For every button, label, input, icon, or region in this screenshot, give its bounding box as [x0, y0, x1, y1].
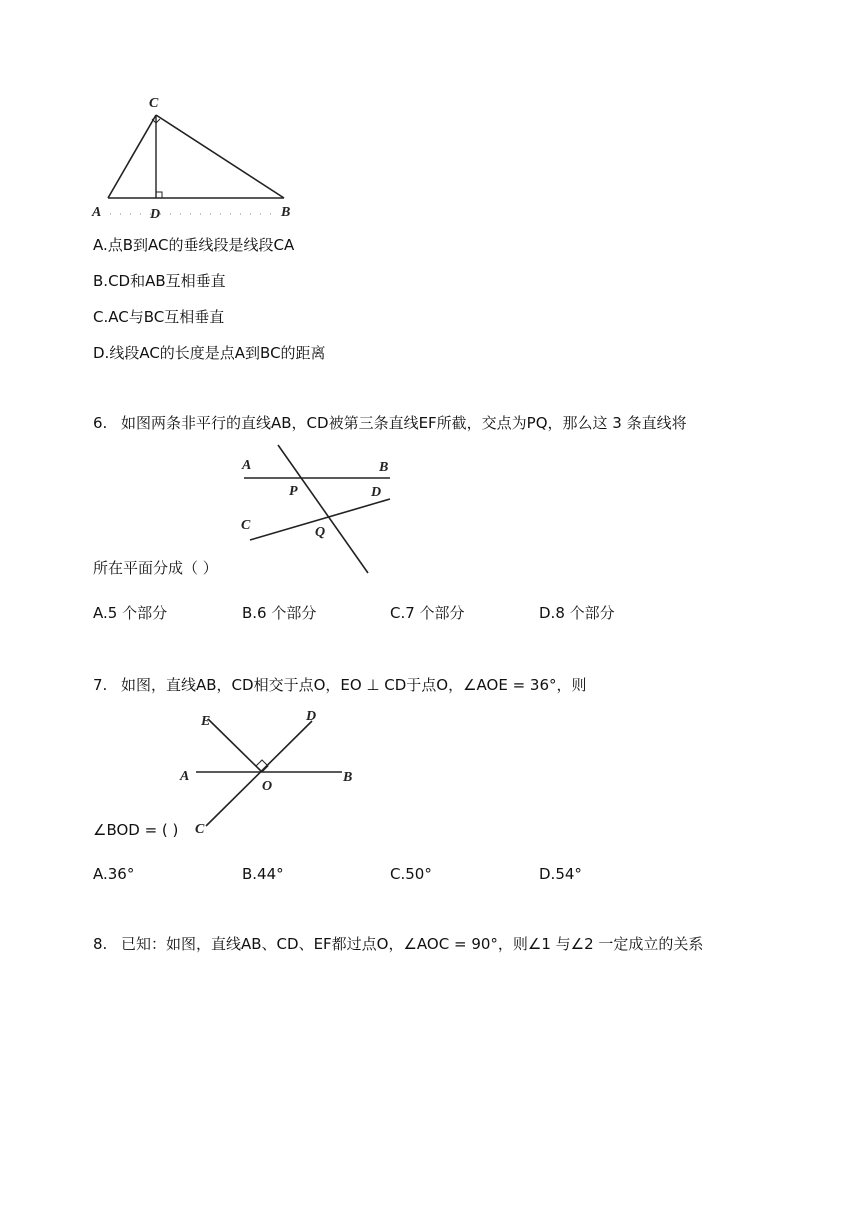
q7-label-D: D: [306, 709, 317, 724]
q5-label-D: D: [150, 207, 161, 222]
q7-number: 7.: [93, 676, 108, 694]
q8-number: 8.: [93, 935, 108, 953]
q7-stem: 7. 如图，直线AB，CD相交于点O，EO ⊥ CD于点O，∠AOE = 36°，则: [93, 676, 587, 694]
q7-option-b: B.44°: [242, 865, 284, 883]
q5-option-d: D.线段AC的长度是点A到BC的距离: [93, 344, 326, 362]
q6-label-D: D: [371, 485, 382, 500]
q7-label-O: O: [262, 779, 273, 794]
q7-option-d: D.54°: [539, 865, 582, 883]
q6-figure: [232, 440, 402, 580]
q6-stem-tail: 所在平面分成（ ）: [93, 559, 218, 577]
q6-option-b: B.6 个部分: [242, 604, 317, 622]
q6-number: 6.: [93, 414, 108, 432]
q7-label-B: B: [343, 770, 353, 785]
q5-label-A: A: [92, 205, 102, 220]
q6-label-C: C: [241, 518, 251, 533]
q7-label-E: E: [201, 714, 211, 729]
q7-option-a: A.36°: [93, 865, 135, 883]
q6-label-Q: Q: [315, 525, 326, 540]
q6-option-c: C.7 个部分: [390, 604, 465, 622]
q5-option-b: B.CD和AB互相垂直: [93, 272, 226, 290]
q5-label-B: B: [281, 205, 291, 220]
q6-label-B: B: [379, 460, 389, 475]
q7-figure: [176, 702, 366, 842]
q6-option-d: D.8 个部分: [539, 604, 615, 622]
q6-stem: 6. 如图两条非平行的直线AB，CD被第三条直线EF所截，交点为PQ，那么这 3 条直线将: [93, 414, 687, 432]
q7-label-C: C: [195, 822, 205, 837]
q5-label-C: C: [149, 96, 159, 111]
q6-option-a: A.5 个部分: [93, 604, 168, 622]
q5-option-a: A.点B到AC的垂线段是线段CA: [93, 236, 295, 254]
q5-figure: [88, 90, 308, 225]
q5-option-c: C.AC与BC互相垂直: [93, 308, 225, 326]
q7-label-A: A: [180, 769, 190, 784]
q7-stem-tail: ∠BOD = ( ): [93, 821, 179, 839]
q7-option-c: C.50°: [390, 865, 432, 883]
q6-label-P: P: [289, 484, 298, 499]
q6-label-A: A: [242, 458, 252, 473]
q8-stem: 8. 已知：如图，直线AB、CD、EF都过点O，∠AOC = 90°，则∠1 与∠2 一定成立的关系: [93, 935, 704, 953]
